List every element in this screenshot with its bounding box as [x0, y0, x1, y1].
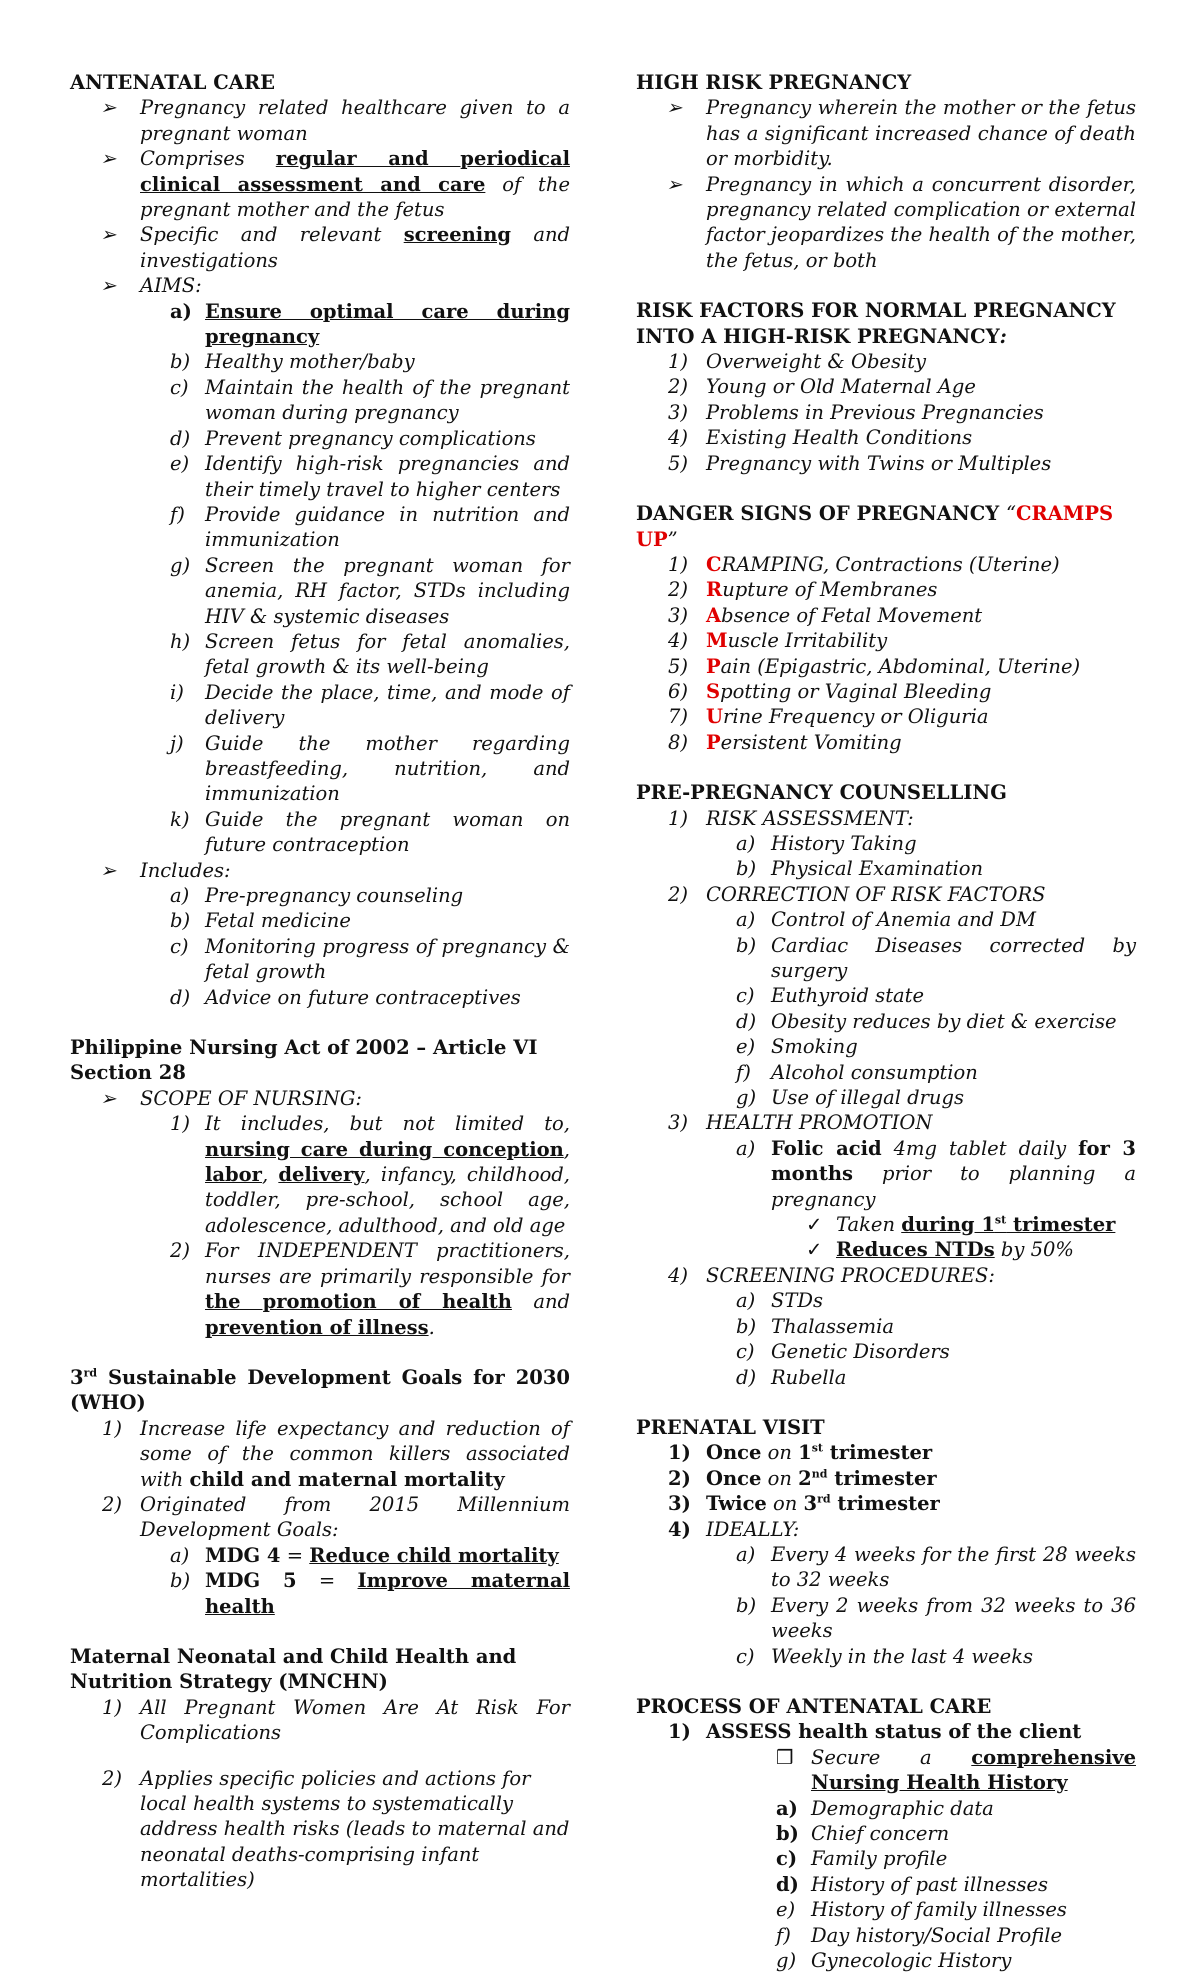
checkmark-icon: ✓: [806, 1213, 823, 1237]
list-item: e) Smoking: [736, 1035, 858, 1059]
arrow-bullet-icon: ➢: [666, 172, 683, 196]
list-item: f) Alcohol consumption: [736, 1060, 978, 1084]
box-bullet-icon: ❒: [776, 1745, 794, 1769]
list-item: a) Pre-pregnancy counseling: [170, 884, 464, 907]
list-item: d) Rubella: [736, 1365, 847, 1389]
bullet-item: ➢ Comprises regular and periodical clinical assessment and care of the pregnant mother and the fetus: [100, 147, 570, 222]
arrow-bullet-icon: ➢: [666, 96, 683, 120]
prenatal-visit-heading: PRENATAL VISIT: [636, 1415, 825, 1439]
list-item: 5) Pregnancy with Twins or Multiples: [668, 451, 1052, 475]
list-item: c) Maintain the health of the pregnant woman during pregnancy: [170, 375, 570, 425]
bullet-item: ➢ Pregnancy in which a concurrent disorder, pregnancy related complication or external factor jeopardizes the health of the mother, the fetus, or both: [666, 172, 1136, 272]
list-item: c) Genetic Disorders: [736, 1340, 950, 1364]
sdg-heading: 3rd Sustainable Development Goals for 2030 (WHO): [70, 1365, 570, 1415]
list-item: 1) Overweight & Obesity: [668, 350, 927, 374]
bullet-item: ➢ Specific and relevant screening and investigations: [100, 223, 570, 272]
list-item: i) Decide the place, time, and mode of delivery: [170, 680, 570, 730]
list-item: a) History Taking: [736, 831, 917, 855]
list-item: c) Euthyroid state: [736, 984, 925, 1008]
left-column: [70, 70, 570, 1893]
list-item: 3) HEALTH PROMOTION: [668, 1111, 933, 1135]
list-item: 1) RISK ASSESSMENT:: [668, 806, 914, 830]
box-bullet-item: ❒ Secure a comprehensive Nursing Health History: [776, 1745, 1136, 1795]
mnchn-heading: Maternal Neonatal and Child Health and Nutrition Strategy (MNCHN): [70, 1644, 517, 1694]
list-item: c) Weekly in the last 4 weeks: [736, 1644, 1034, 1668]
list-item: 2) Young or Old Maternal Age: [668, 375, 976, 399]
bullet-item: ➢ Includes:: [100, 858, 231, 882]
bullet-item: ➢ SCOPE OF NURSING:: [100, 1086, 362, 1110]
list-item: 2) Rupture of Membranes: [668, 578, 938, 602]
list-item: h) Screen fetus for fetal anomalies, fetal growth & its well-being: [170, 629, 570, 679]
pre-pregnancy-heading: PRE-PREGNANCY COUNSELLING: [636, 781, 1007, 805]
list-item: 2) Originated from 2015 Millennium Development Goals:: [102, 1492, 570, 1542]
list-item: d) History of past illnesses: [776, 1872, 1049, 1896]
list-item: c) Monitoring progress of pregnancy & fetal growth: [170, 934, 570, 984]
list-item: a) Control of Anemia and DM: [736, 908, 1036, 932]
list-item: b) Thalassemia: [736, 1314, 894, 1338]
list-item: f) Day history/Social Profile: [776, 1923, 1063, 1947]
arrow-bullet-icon: ➢: [100, 1086, 117, 1110]
list-item: a) Folic acid 4mg tablet daily for 3 months prior to planning a pregnancy: [736, 1136, 1136, 1211]
bullet-item: ➢ Pregnancy wherein the mother or the fetus has a significant increased chance of death or morbidity.: [666, 96, 1136, 171]
mnemonic-text: CRAMPS UP: [636, 502, 1114, 551]
arrow-bullet-icon: ➢: [100, 147, 117, 171]
list-item: 8) Persistent Vomiting: [668, 730, 902, 754]
arrow-bullet-icon: ➢: [100, 858, 117, 882]
list-item: e) History of family illnesses: [776, 1898, 1067, 1922]
antenatal-care-heading: ANTENATAL CARE: [70, 71, 276, 94]
list-item: d) Prevent pregnancy complications: [170, 426, 536, 450]
list-item: g) Use of illegal drugs: [736, 1086, 964, 1110]
list-item: b) Fetal medicine: [170, 909, 351, 933]
process-heading: PROCESS OF ANTENATAL CARE: [636, 1694, 992, 1718]
bullet-item: ➢ Pregnancy related healthcare given to a pregnant woman: [100, 96, 570, 145]
list-item: 4) SCREENING PROCEDURES:: [668, 1263, 995, 1287]
list-item: 2) Applies specific policies and actions for local health systems to systematically address health risks (leads to maternal and neonatal deaths-comprising infant mortalities): [102, 1766, 570, 1892]
list-item: e) Identify high-risk pregnancies and their timely travel to higher centers: [170, 452, 570, 501]
list-item: 4) Muscle Irritability: [668, 629, 888, 653]
arrow-bullet-icon: ➢: [100, 96, 117, 120]
list-item: b) Chief concern: [776, 1822, 950, 1845]
arrow-bullet-icon: ➢: [100, 223, 117, 247]
list-item: b) Every 2 weeks from 32 weeks to 36 weeks: [736, 1593, 1136, 1643]
list-item: g) Gynecologic History: [776, 1949, 1012, 1973]
nursing-act-heading: Philippine Nursing Act of 2002 – Article VI Section 28: [70, 1036, 538, 1085]
list-item: c) Family profile: [776, 1847, 948, 1871]
list-item: 5) Pain (Epigastric, Abdominal, Uterine): [668, 654, 1081, 678]
list-item: 1) ASSESS health status of the client: [668, 1720, 1082, 1744]
list-item: b) Cardiac Diseases corrected by surgery: [736, 933, 1136, 982]
list-item: 4) IDEALLY:: [668, 1517, 800, 1541]
danger-signs-heading: DANGER SIGNS OF PREGNANCY “CRAMPS UP”: [636, 502, 1114, 551]
list-item: 4) Existing Health Conditions: [668, 426, 973, 450]
arrow-bullet-icon: ➢: [100, 274, 117, 298]
list-item: 3) Absence of Fetal Movement: [668, 603, 983, 627]
right-column: [636, 70, 1136, 1973]
list-item: g) Screen the pregnant woman for anemia, RH factor, STDs including HIV & systemic diseases: [170, 553, 570, 628]
list-item: 1) CRAMPING, Contractions (Uterine): [668, 552, 1060, 576]
list-item: b) Healthy mother/baby: [170, 350, 415, 374]
high-risk-heading: HIGH RISK PREGNANCY: [636, 71, 912, 94]
list-item: 2) For INDEPENDENT practitioners, nurses are primarily responsible for the promotion of health and prevention of illness.: [170, 1239, 570, 1339]
list-item: d) Advice on future contraceptives: [170, 985, 521, 1009]
list-item: 7) Urine Frequency or Oliguria: [668, 705, 989, 729]
risk-factors-heading: RISK FACTORS FOR NORMAL PREGNANCY INTO A HIGH-RISK PREGNANCY:: [636, 299, 1116, 348]
list-item: 6) Spotting or Vaginal Bleeding: [668, 679, 992, 703]
list-item: a) MDG 4 = Reduce child mortality: [170, 1543, 559, 1567]
list-item: k) Guide the pregnant woman on future contraception: [170, 807, 570, 857]
checkmark-icon: ✓: [806, 1238, 823, 1262]
check-item: ✓ Taken during 1st trimester: [806, 1213, 1116, 1237]
list-item: j) Guide the mother regarding breastfeeding, nutrition, and immunization: [170, 731, 570, 806]
bullet-item: ➢ AIMS:: [100, 274, 202, 298]
list-item: 2) CORRECTION OF RISK FACTORS: [668, 882, 1046, 906]
list-item: 1) All Pregnant Women Are At Risk For Complications: [102, 1695, 570, 1745]
list-item: a) Every 4 weeks for the first 28 weeks to 32 weeks: [736, 1542, 1136, 1592]
list-item: 1) Increase life expectancy and reduction of some of the common killers associated with child and maternal mortality: [102, 1416, 570, 1491]
list-item: f) Provide guidance in nutrition and immunization: [170, 502, 570, 552]
list-item: a) Ensure optimal care during pregnancy: [170, 299, 570, 349]
list-item: b) Physical Examination: [736, 857, 984, 881]
list-item: d) Obesity reduces by diet & exercise: [736, 1009, 1117, 1033]
list-item: b) MDG 5 = Improve maternal health: [170, 1569, 570, 1618]
list-item: 1) Once on 1st trimester: [668, 1441, 933, 1465]
list-item: 1) It includes, but not limited to, nursing care during conception, labor, delivery, infancy, childhood, toddler, pre-school, school age, adolescence, adulthood, and old age: [170, 1112, 570, 1237]
check-item: ✓ Reduces NTDs by 50%: [806, 1238, 1074, 1262]
list-item: 2) Once on 2nd trimester: [668, 1466, 937, 1490]
list-item: a) STDs: [736, 1289, 824, 1313]
list-item: a) Demographic data: [776, 1796, 994, 1820]
list-item: 3) Problems in Previous Pregnancies: [668, 400, 1044, 424]
list-item: 3) Twice on 3rd trimester: [668, 1492, 940, 1516]
